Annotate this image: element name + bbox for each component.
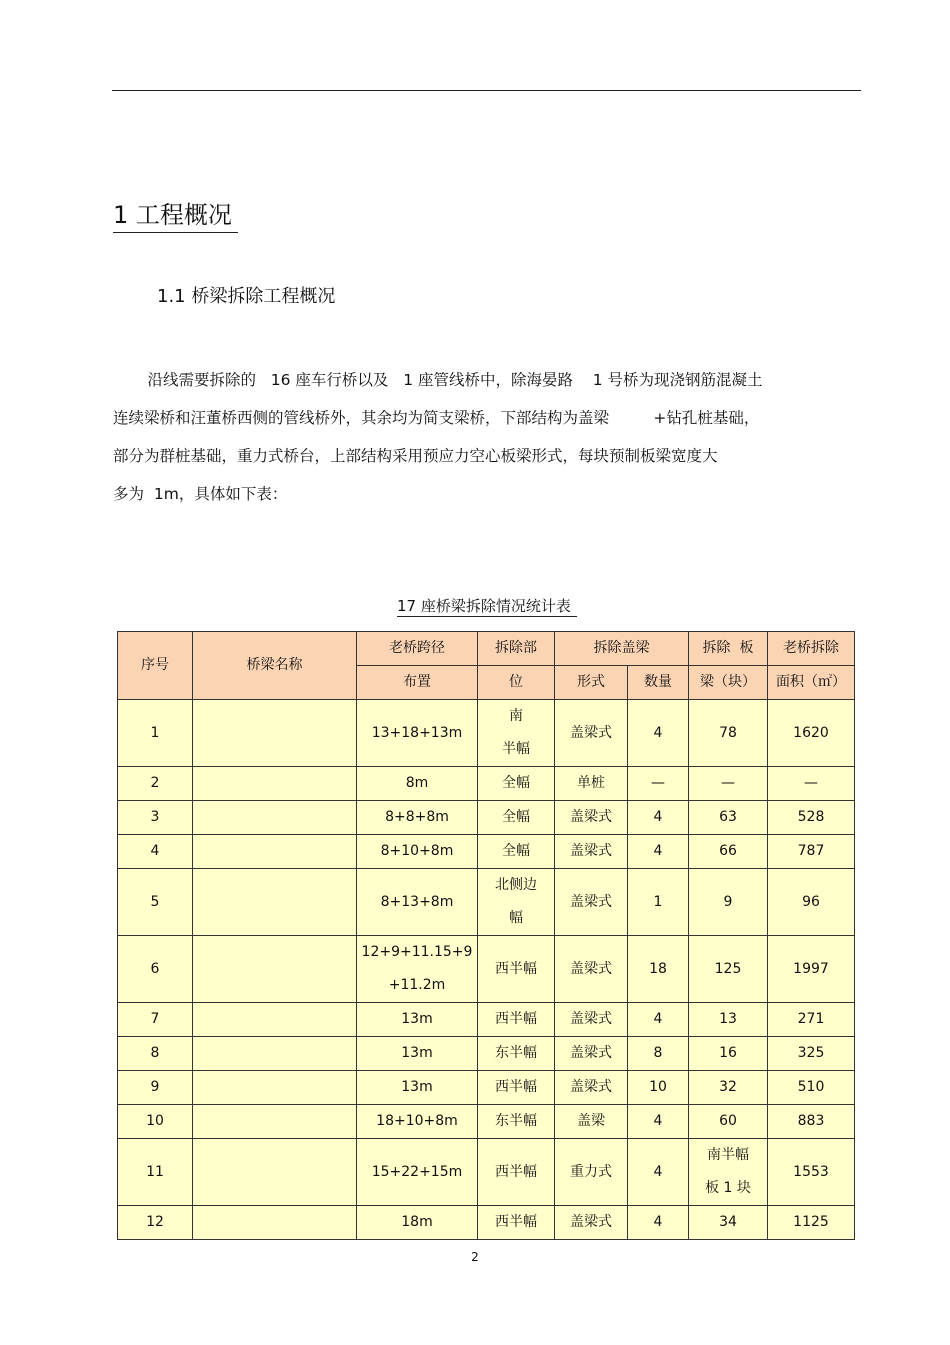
cell-name	[193, 1105, 357, 1139]
cell-span-line: 18+10+8m	[376, 1113, 458, 1129]
cell-qty-line: 4	[653, 1214, 663, 1230]
cell-area-line: 325	[797, 1045, 825, 1061]
table-row	[118, 936, 855, 1003]
cell-area-line: 1125	[793, 1214, 829, 1230]
cell-no	[118, 1003, 193, 1037]
cell-form	[555, 700, 628, 767]
cell-no-line: 11	[146, 1163, 164, 1180]
table-row	[118, 801, 855, 835]
cell-form-line: 盖梁式	[570, 724, 612, 741]
cell-area	[768, 801, 855, 835]
cell-qty-line: 8	[653, 1045, 663, 1061]
cell-form-line: 盖梁式	[570, 1214, 612, 1230]
header-form: 形式	[555, 666, 628, 700]
cell-form-line: 盖梁式	[570, 809, 612, 825]
cell-part	[478, 869, 555, 936]
cell-form	[555, 936, 628, 1003]
cell-qty-line: 10	[649, 1079, 667, 1095]
cell-no-line: 5	[150, 893, 160, 910]
cell-name	[193, 835, 357, 869]
cell-form-line: 重力式	[570, 1163, 612, 1180]
cell-no-line: 3	[150, 809, 160, 825]
cell-part	[478, 767, 555, 801]
cell-span	[357, 1037, 478, 1071]
cell-name	[193, 1037, 357, 1071]
cell-qty-line: —	[651, 775, 665, 791]
cell-qty	[628, 1003, 689, 1037]
cell-part	[478, 1105, 555, 1139]
cell-no-line: 10	[146, 1113, 164, 1129]
cell-no-line: 4	[150, 843, 160, 859]
cell-form-line: 盖梁式	[570, 960, 612, 977]
cell-part	[478, 936, 555, 1003]
table-caption: 17 座桥梁拆除情况统计表	[397, 596, 577, 617]
cell-area	[768, 1105, 855, 1139]
cell-qty-line: 4	[653, 809, 663, 825]
cell-span-line: 13m	[401, 1045, 433, 1061]
cell-span	[357, 869, 478, 936]
cell-span-line: 13m	[401, 1079, 433, 1095]
cell-part-line: 西半幅	[495, 1079, 537, 1095]
cell-no-line: 6	[150, 960, 160, 977]
cell-form-line: 盖梁式	[570, 893, 612, 910]
cell-part-line: 南	[509, 708, 523, 724]
cell-part	[478, 1003, 555, 1037]
cell-slab	[689, 700, 768, 767]
cell-part	[478, 1139, 555, 1206]
cell-slab-line: 板 1 块	[705, 1180, 751, 1196]
cell-form	[555, 1071, 628, 1105]
cell-qty	[628, 1139, 689, 1206]
subsection-heading: 1.1 桥梁拆除工程概况	[157, 286, 336, 307]
header-area-2: 面积（㎡）	[768, 666, 855, 700]
cell-qty-line: 4	[653, 843, 663, 859]
cell-qty-line: 4	[653, 1113, 663, 1129]
cell-slab	[689, 936, 768, 1003]
header-slab-2: 梁（块）	[689, 666, 768, 700]
cell-name	[193, 767, 357, 801]
cell-area	[768, 835, 855, 869]
cell-span	[357, 1003, 478, 1037]
cell-slab	[689, 1105, 768, 1139]
cell-qty	[628, 869, 689, 936]
cell-name	[193, 869, 357, 936]
body-paragraph-line: 多为 1m，具体如下表：	[113, 485, 288, 503]
cell-no-line: 7	[150, 1011, 160, 1027]
cell-part	[478, 835, 555, 869]
cell-area-line: 510	[797, 1079, 825, 1095]
cell-slab	[689, 1003, 768, 1037]
cell-no	[118, 936, 193, 1003]
cell-no	[118, 1071, 193, 1105]
cell-qty-line: 18	[649, 960, 667, 977]
cell-area	[768, 767, 855, 801]
cell-slab-line: 南半幅	[707, 1147, 749, 1163]
cell-name	[193, 1003, 357, 1037]
cell-part	[478, 1071, 555, 1105]
table-row	[118, 767, 855, 801]
cell-slab-line: 66	[719, 843, 737, 859]
cell-qty	[628, 767, 689, 801]
cell-area-line: —	[804, 775, 818, 791]
cell-area-line: 271	[797, 1011, 825, 1027]
cell-form	[555, 767, 628, 801]
cell-area	[768, 1139, 855, 1206]
cell-slab-line: 78	[719, 724, 737, 741]
cell-form-line: 盖梁式	[570, 1079, 612, 1095]
table-row	[118, 1071, 855, 1105]
cell-part-line: 西半幅	[495, 1214, 537, 1230]
cell-part-line: 西半幅	[495, 1011, 537, 1027]
cell-no-line: 9	[150, 1079, 160, 1095]
table-row	[118, 1206, 855, 1240]
header-name: 桥梁名称	[193, 632, 357, 700]
cell-part-line: 幅	[509, 910, 523, 926]
cell-form-line: 盖梁式	[570, 1045, 612, 1061]
cell-area-line: 1553	[793, 1163, 829, 1180]
cell-no-line: 2	[150, 775, 160, 791]
cell-span	[357, 700, 478, 767]
cell-slab	[689, 767, 768, 801]
cell-part	[478, 700, 555, 767]
cell-no	[118, 1037, 193, 1071]
cell-area-line: 1620	[793, 724, 829, 741]
cell-part-line: 半幅	[502, 741, 530, 757]
section-heading: 1 工程概况	[113, 200, 238, 233]
cell-form	[555, 869, 628, 936]
cell-slab	[689, 869, 768, 936]
cell-form	[555, 1105, 628, 1139]
cell-no	[118, 869, 193, 936]
cell-qty	[628, 700, 689, 767]
cell-area	[768, 936, 855, 1003]
page-number: 2	[471, 1250, 479, 1264]
cell-qty-line: 1	[653, 893, 663, 910]
table-row	[118, 1003, 855, 1037]
header-capbeam: 拆除盖梁	[555, 632, 689, 666]
bridge-demolition-table	[117, 631, 855, 1240]
cell-qty	[628, 1206, 689, 1240]
cell-area-line: 96	[802, 893, 820, 910]
cell-span-line: 8m	[405, 775, 429, 791]
cell-name	[193, 801, 357, 835]
cell-part-line: 东半幅	[495, 1045, 537, 1061]
header-qty: 数量	[628, 666, 689, 700]
cell-name	[193, 700, 357, 767]
cell-form	[555, 835, 628, 869]
cell-no-line: 1	[150, 724, 160, 741]
header-part: 拆除部	[478, 632, 555, 666]
cell-form-line: 盖梁式	[570, 1011, 612, 1027]
table-row	[118, 1139, 855, 1206]
cell-span-line: 13+18+13m	[371, 724, 463, 741]
cell-part-line: 东半幅	[495, 1113, 537, 1129]
table-row	[118, 700, 855, 767]
cell-slab-line: 60	[719, 1113, 737, 1129]
cell-span	[357, 1071, 478, 1105]
header-slab: 拆除 板	[689, 632, 768, 666]
cell-form	[555, 1003, 628, 1037]
cell-span-line: 8+10+8m	[380, 843, 454, 859]
table-row	[118, 1037, 855, 1071]
cell-form-line: 单桩	[577, 775, 605, 791]
cell-part-line: 全幅	[502, 809, 530, 825]
body-paragraph-line: 沿线需要拆除的 16 座车行桥以及 1 座管线桥中，除海晏路 1 号桥为现浇钢筋混凝土	[113, 371, 763, 389]
cell-span-line: 18m	[401, 1214, 433, 1230]
header-rule	[112, 90, 861, 91]
cell-part	[478, 1037, 555, 1071]
cell-slab-line: —	[721, 775, 735, 791]
cell-form	[555, 801, 628, 835]
cell-area	[768, 1037, 855, 1071]
cell-span-line: 15+22+15m	[371, 1163, 463, 1180]
cell-area	[768, 700, 855, 767]
cell-no	[118, 1139, 193, 1206]
cell-name	[193, 1139, 357, 1206]
cell-part-line: 北侧边	[495, 877, 537, 893]
cell-qty	[628, 835, 689, 869]
cell-form	[555, 1139, 628, 1206]
header-part-2: 位	[478, 666, 555, 700]
cell-form	[555, 1206, 628, 1240]
cell-part-line: 西半幅	[495, 1163, 537, 1180]
cell-span	[357, 1139, 478, 1206]
cell-area-line: 787	[797, 843, 825, 859]
cell-no	[118, 767, 193, 801]
body-paragraph-line: 部分为群桩基础，重力式桥台，上部结构采用预应力空心板梁形式，每块预制板梁宽度大	[113, 447, 718, 465]
cell-name	[193, 936, 357, 1003]
cell-no	[118, 801, 193, 835]
cell-part	[478, 801, 555, 835]
cell-no	[118, 700, 193, 767]
cell-qty	[628, 801, 689, 835]
cell-qty-line: 4	[653, 1163, 663, 1180]
cell-area	[768, 869, 855, 936]
cell-area-line: 1997	[793, 960, 829, 977]
cell-slab-line: 32	[719, 1079, 737, 1095]
cell-qty	[628, 1071, 689, 1105]
cell-no	[118, 835, 193, 869]
cell-area-line: 528	[797, 809, 825, 825]
cell-qty	[628, 1105, 689, 1139]
cell-area	[768, 1071, 855, 1105]
cell-span-line: 8+13+8m	[380, 893, 454, 910]
cell-slab	[689, 801, 768, 835]
table-row	[118, 1105, 855, 1139]
table-body	[118, 700, 855, 1240]
cell-qty	[628, 936, 689, 1003]
cell-part-line: 西半幅	[495, 960, 537, 977]
cell-span	[357, 835, 478, 869]
cell-slab	[689, 1071, 768, 1105]
cell-slab	[689, 1139, 768, 1206]
cell-area	[768, 1206, 855, 1240]
cell-part-line: 全幅	[502, 775, 530, 791]
cell-name	[193, 1206, 357, 1240]
cell-span	[357, 1105, 478, 1139]
cell-area	[768, 1003, 855, 1037]
cell-qty-line: 4	[653, 724, 663, 741]
cell-slab-line: 63	[719, 809, 737, 825]
cell-span	[357, 801, 478, 835]
cell-qty	[628, 1037, 689, 1071]
cell-span-line: 12+9+11.15+9	[361, 944, 473, 960]
cell-qty-line: 4	[653, 1011, 663, 1027]
cell-area-line: 883	[797, 1113, 825, 1129]
cell-name	[193, 1071, 357, 1105]
cell-span	[357, 936, 478, 1003]
cell-span-line: 8+8+8m	[385, 809, 449, 825]
cell-form	[555, 1037, 628, 1071]
cell-part-line: 全幅	[502, 843, 530, 859]
table-row	[118, 835, 855, 869]
cell-span-line: 13m	[401, 1011, 433, 1027]
cell-slab-line: 16	[719, 1045, 737, 1061]
header-no: 序号	[118, 632, 193, 700]
cell-no	[118, 1206, 193, 1240]
cell-slab-line: 34	[719, 1214, 737, 1230]
cell-part	[478, 1206, 555, 1240]
cell-span-line: +11.2m	[388, 977, 446, 993]
body-paragraph-line: 连续梁桥和汪董桥西侧的管线桥外，其余均为简支梁桥，下部结构为盖梁 +钻孔桩基础，	[113, 409, 760, 427]
cell-slab	[689, 1206, 768, 1240]
cell-no-line: 8	[150, 1045, 160, 1061]
cell-span	[357, 767, 478, 801]
cell-slab	[689, 835, 768, 869]
header-area: 老桥拆除	[768, 632, 855, 666]
cell-slab-line: 125	[714, 960, 742, 977]
cell-slab	[689, 1037, 768, 1071]
cell-no	[118, 1105, 193, 1139]
cell-slab-line: 13	[719, 1011, 737, 1027]
cell-form-line: 盖梁式	[570, 843, 612, 859]
header-span-2: 布置	[357, 666, 478, 700]
table-row	[118, 869, 855, 936]
cell-span	[357, 1206, 478, 1240]
cell-no-line: 12	[146, 1214, 164, 1230]
cell-form-line: 盖梁	[577, 1113, 605, 1129]
header-span: 老桥跨径	[357, 632, 478, 666]
cell-slab-line: 9	[723, 893, 733, 910]
